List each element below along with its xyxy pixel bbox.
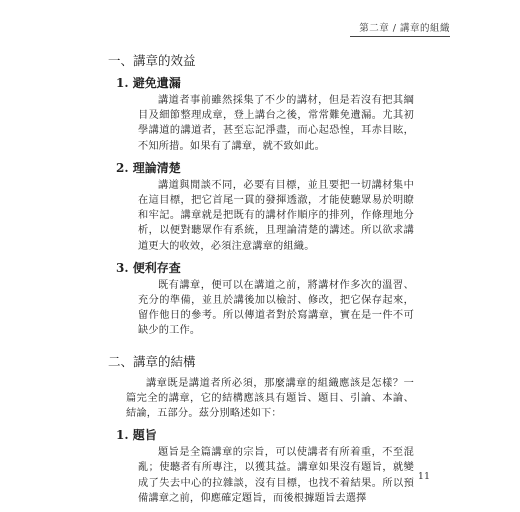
section-gap (108, 345, 414, 353)
subheading-clear-reasoning: 2. 理論清楚 (116, 160, 181, 175)
paragraph-clear-reasoning: 講道與閒談不同，必要有目標，並且要把一切講材集中在這目標，把它首尾一貫的發揮透澈，才能使聽眾易於明瞭和牢記。講章就是把既有的講材作順序的排列，作條理地分析，以便對聽眾作有系統，且理論清楚的講述。所以欲求講道更大的收效，必須注意講章的組織。 (138, 179, 414, 252)
section-heading-benefits: 一、講章的效益 (108, 53, 196, 68)
paragraph-theme: 題旨是全篇講章的宗旨，可以使講者有所着重，不至混亂；使聽者有所專注，以獲其益。講章如果沒有題旨，就變成了失去中心的拉雜談，沒有目標，也找不着結果。所以預備講章之前，仰應確定題旨，而後根據題旨去選擇 (138, 447, 414, 504)
page-number: 11 (417, 471, 430, 482)
paragraph-structure-intro: 講章既是講道者所必須，那麼講章的組織應該是怎樣？一篇完全的講章，它的結構應該具有題旨、題目、引論、本論、結論，五部分。茲分別略述如下： (126, 377, 414, 420)
page-body (108, 52, 414, 512)
running-header: 第二章 / 講章的組織 (350, 20, 450, 37)
paragraph-easy-reference: 既有講章，便可以在講道之前，將講材作多次的溫習、充分的準備，並且於講後加以檢討、修改，把它保存起來，留作他日的參考。所以傳道者對於寫講章，實在是一件不可缺少的工作。 (138, 279, 414, 337)
subheading-avoid-omission: 1. 避免遺漏 (116, 76, 181, 90)
subheading-theme: 1. 題旨 (116, 428, 157, 443)
section-heading-structure: 二、講章的結構 (108, 353, 196, 369)
paragraph-avoid-omission: 講道者事前雖然採集了不少的講材，但是若沒有把其綱目及細節整理成章，登上講台之後，常常難免遺漏。尤其初學講道的講道者，甚至忘記淨盡，而心起恐惶，耳赤目眩，不知所措。如果有了講章，就不致如此。 (138, 95, 414, 152)
subheading-easy-reference: 3. 便利存查 (116, 260, 181, 275)
